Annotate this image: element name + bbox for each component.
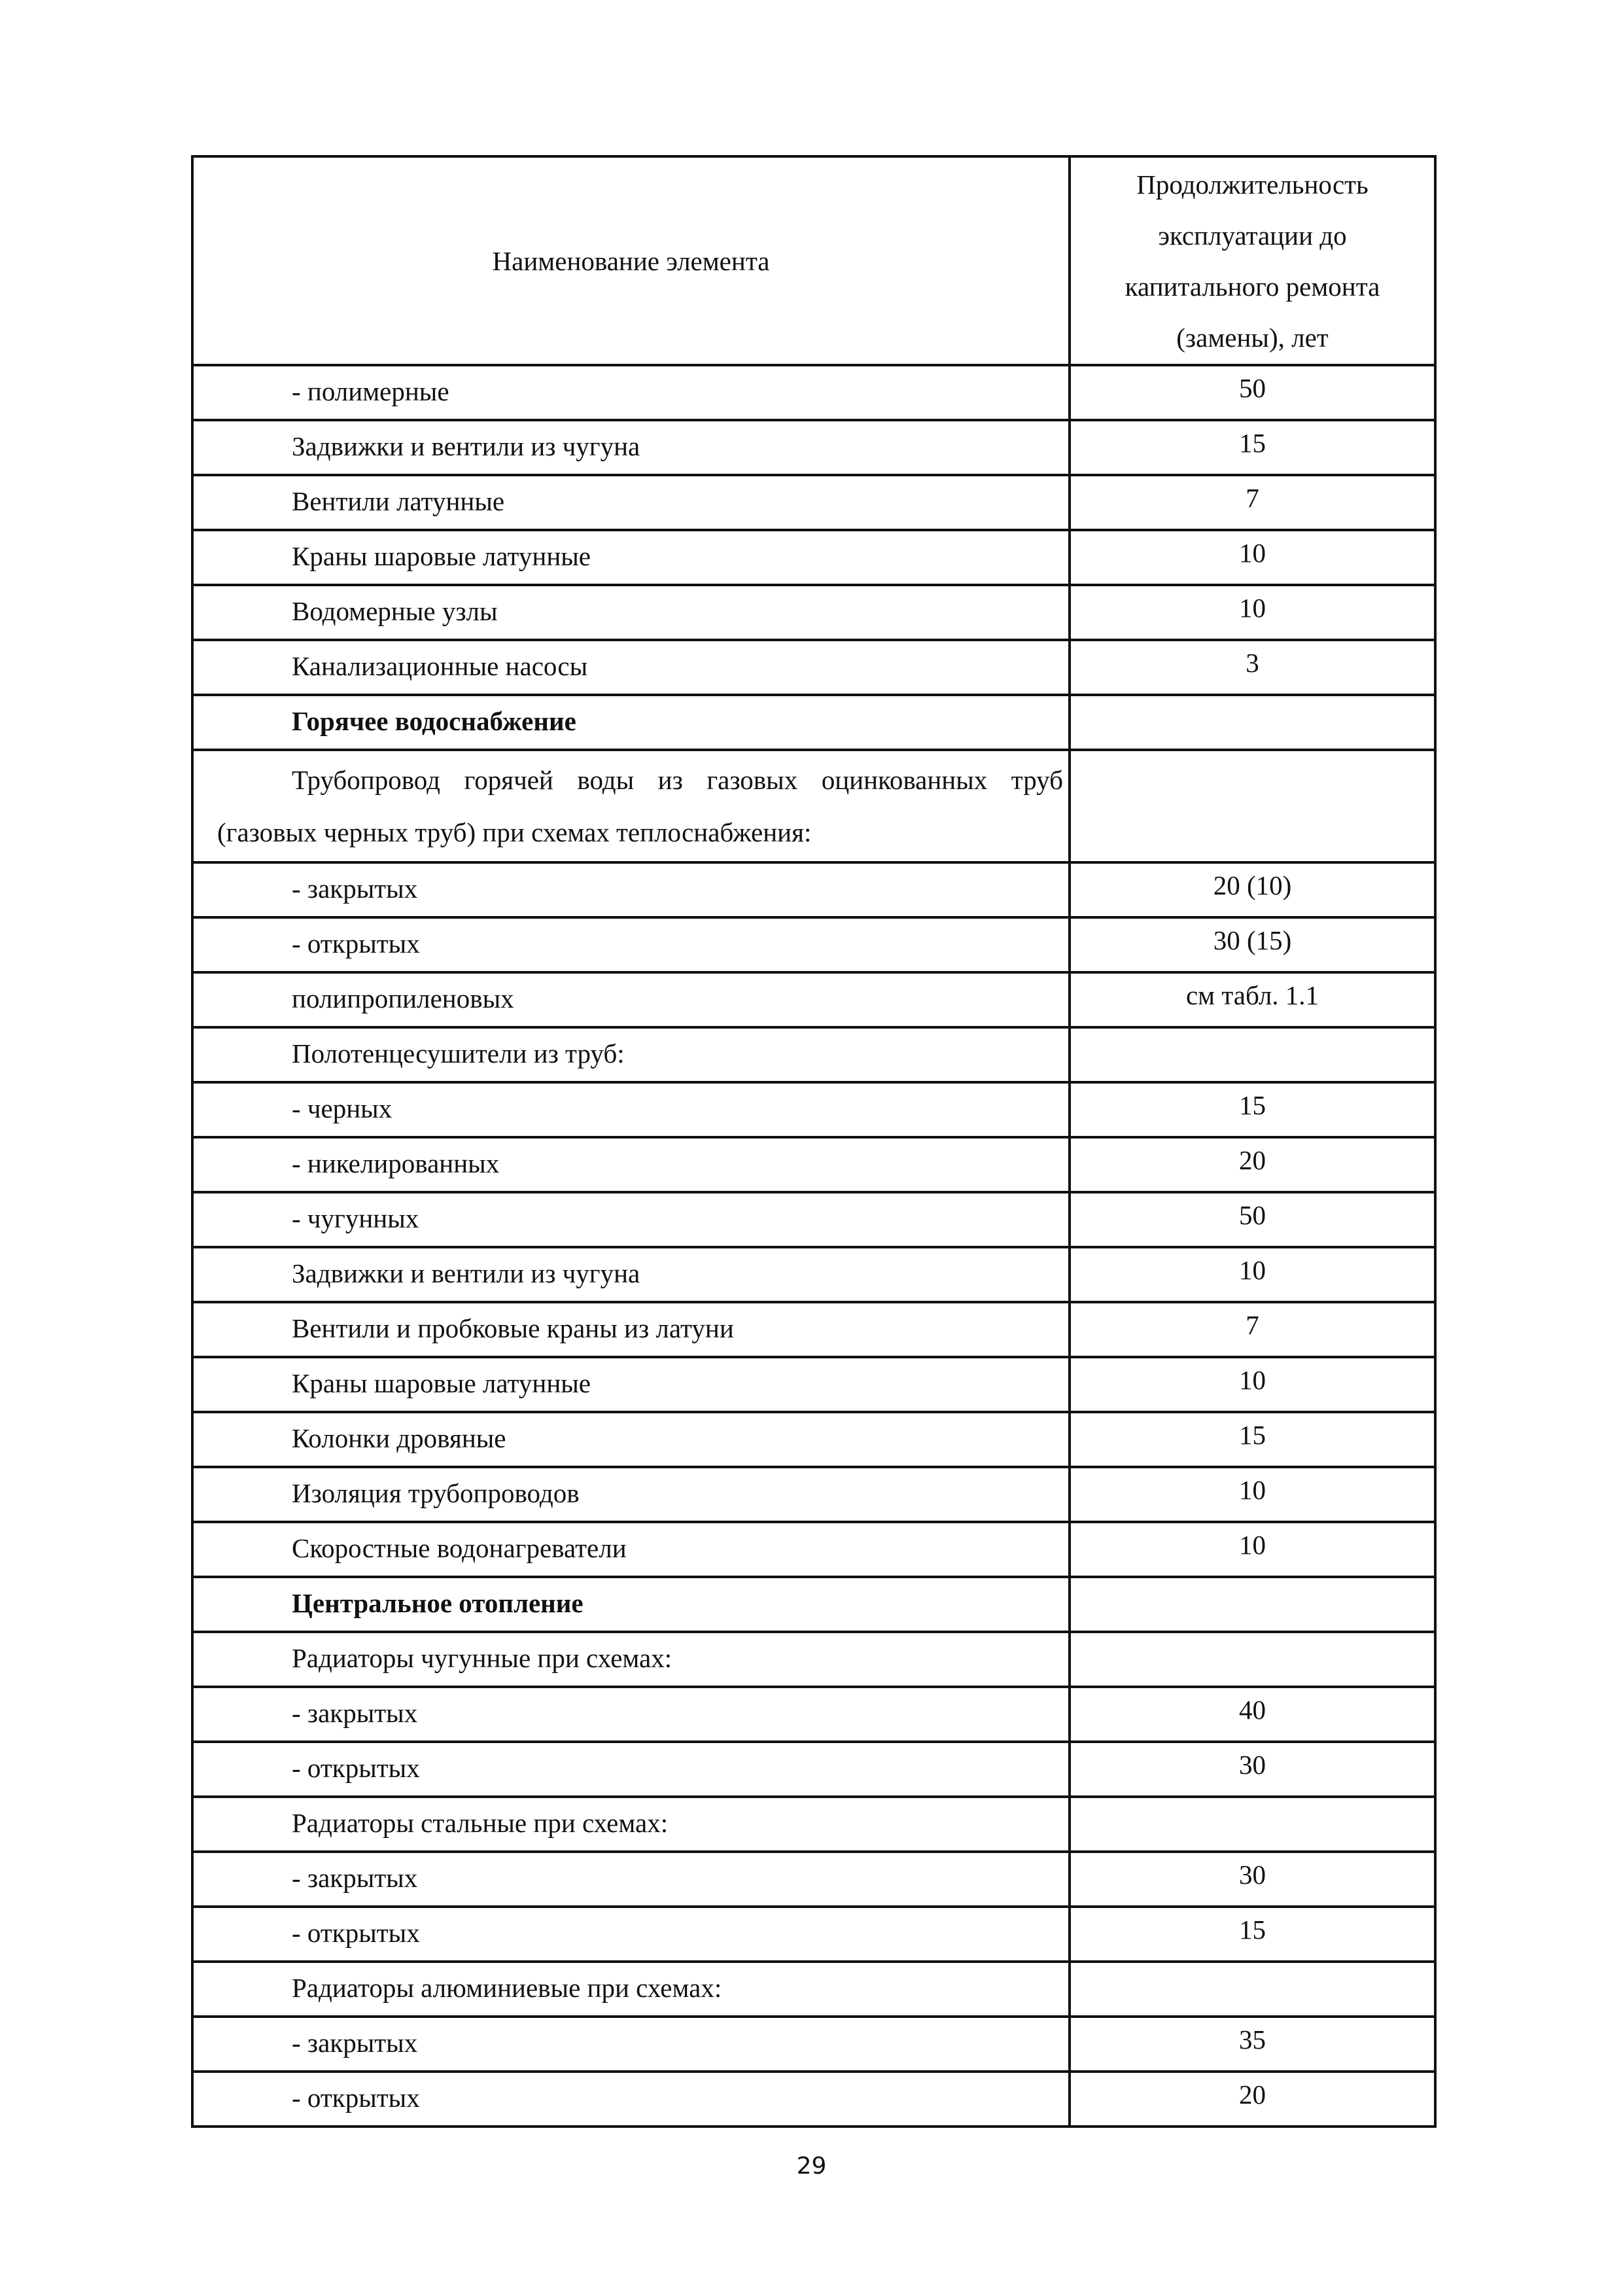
table-row bbox=[192, 420, 1435, 475]
duration-value-cell: 20 (10) bbox=[1070, 862, 1435, 917]
duration-value-cell: 50 bbox=[1070, 365, 1435, 420]
duration-value-cell: 30 bbox=[1070, 1742, 1435, 1797]
element-name-cell: Изоляция трубопроводов bbox=[192, 1467, 1070, 1522]
table-row bbox=[192, 1797, 1435, 1852]
element-name-cell: Краны шаровые латунные bbox=[192, 1357, 1070, 1412]
element-name-cell: полипропиленовых bbox=[192, 972, 1070, 1027]
header-duration bbox=[1070, 156, 1435, 365]
table-row bbox=[192, 1357, 1435, 1412]
table-header-row bbox=[192, 156, 1435, 365]
table-row bbox=[192, 1742, 1435, 1797]
element-name-cell: Колонки дровяные bbox=[192, 1412, 1070, 1467]
table-row bbox=[192, 1137, 1435, 1192]
element-name-cell: Задвижки и вентили из чугуна bbox=[192, 420, 1070, 475]
table-row bbox=[192, 1192, 1435, 1247]
table-row bbox=[192, 917, 1435, 972]
element-name-cell: Канализационные насосы bbox=[192, 640, 1070, 695]
duration-value-cell: 40 bbox=[1070, 1687, 1435, 1742]
duration-value-cell: 15 bbox=[1070, 1082, 1435, 1137]
element-name-cell: - никелированных bbox=[192, 1137, 1070, 1192]
duration-value-cell: 10 bbox=[1070, 585, 1435, 640]
table-row bbox=[192, 750, 1435, 862]
element-name-cell: Скоростные водонагреватели bbox=[192, 1522, 1070, 1577]
element-name-cell: Радиаторы стальные при схемах: bbox=[192, 1797, 1070, 1852]
header-element-name: Наименование элемента bbox=[192, 156, 1070, 365]
duration-value-cell bbox=[1070, 1027, 1435, 1082]
table-row bbox=[192, 972, 1435, 1027]
duration-value-cell: 10 bbox=[1070, 1467, 1435, 1522]
duration-value-cell: 10 bbox=[1070, 1247, 1435, 1302]
duration-value-cell: 7 bbox=[1070, 1302, 1435, 1357]
table-row bbox=[192, 585, 1435, 640]
element-name-cell: - закрытых bbox=[192, 2017, 1070, 2072]
element-name-cell: Трубопровод горячей воды из газовых оцинкованных труб (газовых черных труб) при схемах теплоснабжения: bbox=[192, 750, 1070, 862]
duration-value-cell: 30 bbox=[1070, 1852, 1435, 1907]
element-name-cell: - открытых bbox=[192, 2072, 1070, 2127]
element-name-cell: - закрытых bbox=[192, 862, 1070, 917]
table-row bbox=[192, 475, 1435, 530]
duration-value-cell: 20 bbox=[1070, 2072, 1435, 2127]
duration-value-cell: 7 bbox=[1070, 475, 1435, 530]
element-name-cell: Полотенцесушители из труб: bbox=[192, 1027, 1070, 1082]
element-name-cell: Водомерные узлы bbox=[192, 585, 1070, 640]
element-name-cell: - чугунных bbox=[192, 1192, 1070, 1247]
element-name-cell: Краны шаровые латунные bbox=[192, 530, 1070, 585]
service-life-table bbox=[191, 155, 1437, 2128]
table-row bbox=[192, 1247, 1435, 1302]
table-row bbox=[192, 2017, 1435, 2072]
section-heading-cell: Центральное отопление bbox=[192, 1577, 1070, 1632]
element-name-cell: - полимерные bbox=[192, 365, 1070, 420]
element-name-cell: Задвижки и вентили из чугуна bbox=[192, 1247, 1070, 1302]
duration-value-cell bbox=[1070, 1962, 1435, 2017]
element-name-cell: Вентили латунные bbox=[192, 475, 1070, 530]
element-name-cell: Радиаторы алюминиевые при схемах: bbox=[192, 1962, 1070, 2017]
table-row bbox=[192, 1412, 1435, 1467]
duration-value-cell: 15 bbox=[1070, 1907, 1435, 1962]
duration-value-cell: 35 bbox=[1070, 2017, 1435, 2072]
duration-value-cell: 15 bbox=[1070, 420, 1435, 475]
table-row bbox=[192, 640, 1435, 695]
table-row bbox=[192, 1522, 1435, 1577]
table-row bbox=[192, 1302, 1435, 1357]
duration-value-cell: см табл. 1.1 bbox=[1070, 972, 1435, 1027]
duration-value-cell: 3 bbox=[1070, 640, 1435, 695]
header-duration-line: капитального ремонта bbox=[1125, 271, 1380, 302]
table-row bbox=[192, 1082, 1435, 1137]
page-number: 29 bbox=[796, 2153, 827, 2180]
header-duration-line: (замены), лет bbox=[1176, 322, 1329, 353]
duration-value-cell bbox=[1070, 1632, 1435, 1687]
table-row bbox=[192, 2072, 1435, 2127]
element-name-cell: - открытых bbox=[192, 1742, 1070, 1797]
element-name-cell: - открытых bbox=[192, 1907, 1070, 1962]
duration-value-cell bbox=[1070, 1577, 1435, 1632]
duration-value-cell: 30 (15) bbox=[1070, 917, 1435, 972]
element-name-cell: - закрытых bbox=[192, 1687, 1070, 1742]
duration-value-cell: 15 bbox=[1070, 1412, 1435, 1467]
header-duration-line: Продолжительность bbox=[1136, 169, 1369, 200]
table-row bbox=[192, 1467, 1435, 1522]
element-name-cell: Вентили и пробковые краны из латуни bbox=[192, 1302, 1070, 1357]
table-row bbox=[192, 1852, 1435, 1907]
duration-value-cell: 20 bbox=[1070, 1137, 1435, 1192]
table-row bbox=[192, 695, 1435, 750]
table-body bbox=[192, 365, 1435, 2127]
duration-value-cell: 10 bbox=[1070, 1357, 1435, 1412]
table-row bbox=[192, 365, 1435, 420]
duration-value-cell: 10 bbox=[1070, 1522, 1435, 1577]
table-row bbox=[192, 1962, 1435, 2017]
duration-value-cell bbox=[1070, 750, 1435, 862]
table-row bbox=[192, 1687, 1435, 1742]
element-name-cell: - закрытых bbox=[192, 1852, 1070, 1907]
duration-value-cell bbox=[1070, 695, 1435, 750]
section-heading-cell: Горячее водоснабжение bbox=[192, 695, 1070, 750]
header-duration-line: эксплуатации до bbox=[1158, 220, 1347, 251]
element-name-cell: Радиаторы чугунные при схемах: bbox=[192, 1632, 1070, 1687]
table-row bbox=[192, 1577, 1435, 1632]
duration-value-cell: 50 bbox=[1070, 1192, 1435, 1247]
duration-value-cell bbox=[1070, 1797, 1435, 1852]
duration-value-cell: 10 bbox=[1070, 530, 1435, 585]
element-name-cell: - черных bbox=[192, 1082, 1070, 1137]
table-row bbox=[192, 1027, 1435, 1082]
table-row bbox=[192, 1907, 1435, 1962]
table-row bbox=[192, 530, 1435, 585]
table-row bbox=[192, 862, 1435, 917]
table-row bbox=[192, 1632, 1435, 1687]
element-name-cell: - открытых bbox=[192, 917, 1070, 972]
